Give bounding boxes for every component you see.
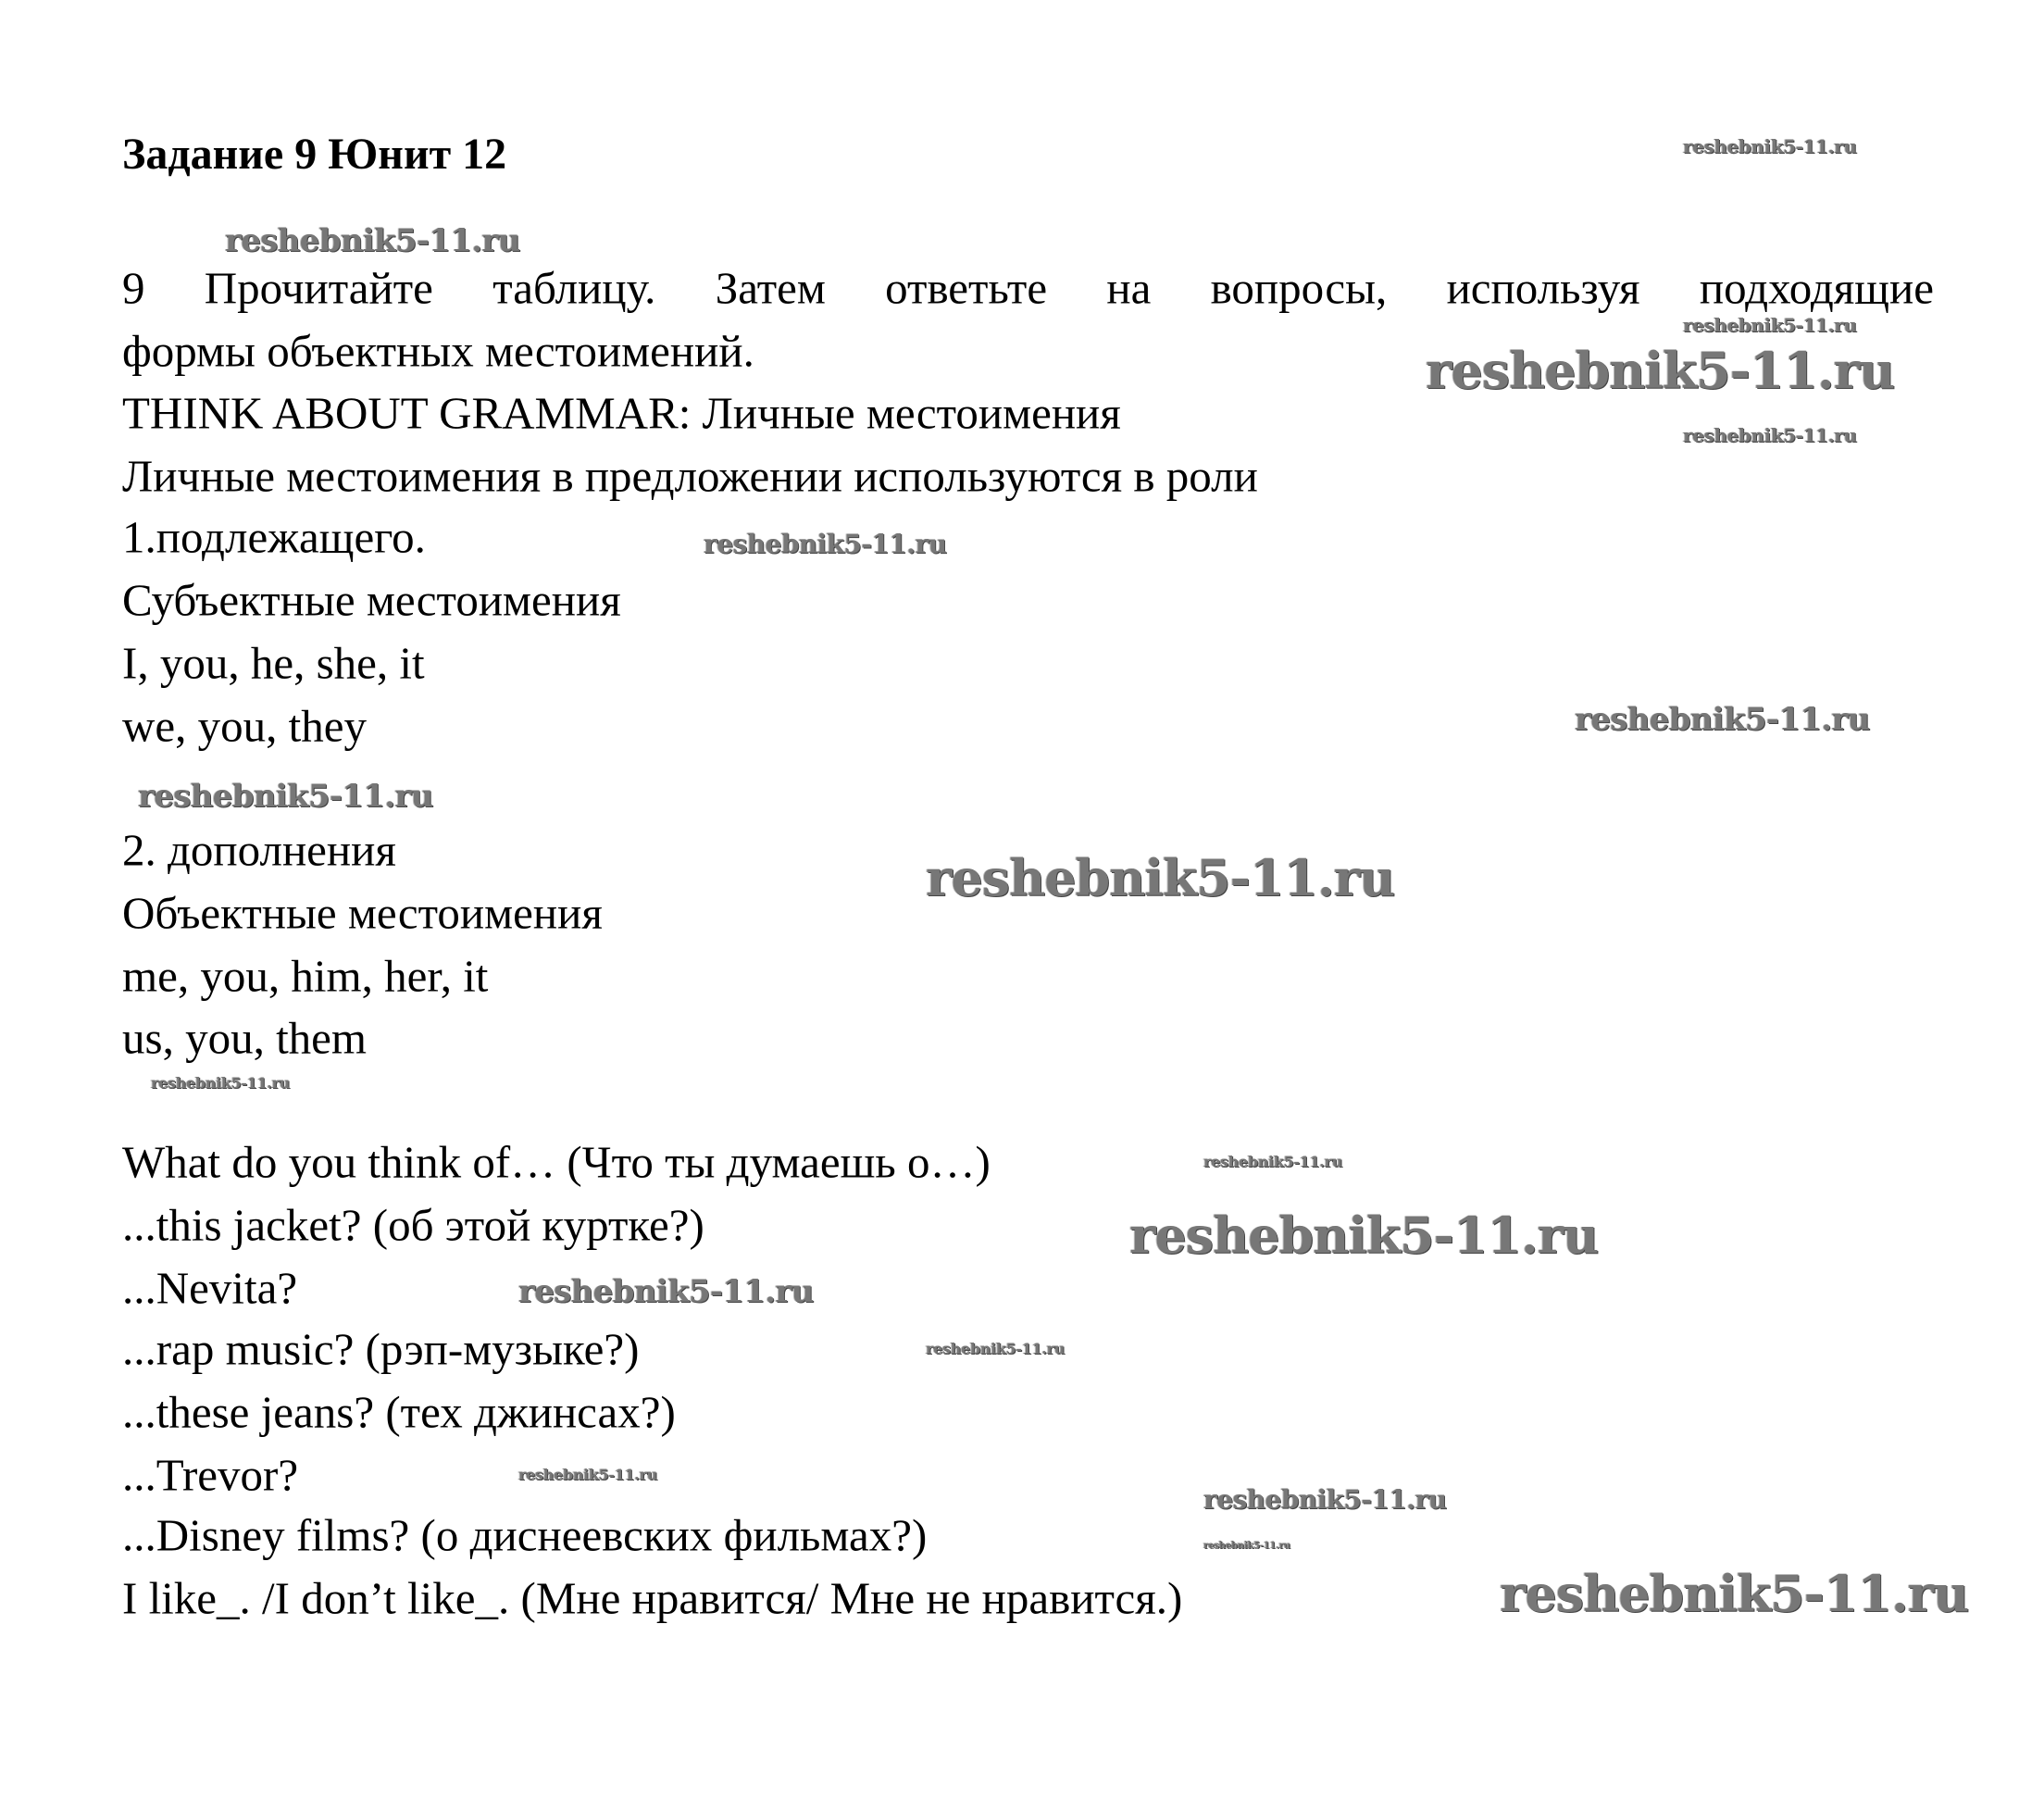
page-title: Задание 9 Юнит 12: [122, 130, 507, 179]
question-line: ...rap music? (рэп-музыке?): [122, 1323, 640, 1375]
watermark: reshebnik5-11.ru: [1683, 314, 1857, 336]
watermark: reshebnik5-11.ru: [1500, 1564, 1969, 1623]
text-line: 1.подлежащего.: [122, 511, 426, 563]
text-line: Субъектные местоимения: [122, 574, 621, 626]
watermark: reshebnik5-11.ru: [1203, 1153, 1342, 1170]
watermark: reshebnik5-11.ru: [518, 1273, 814, 1310]
watermark: reshebnik5-11.ru: [1683, 424, 1857, 446]
watermark: reshebnik5-11.ru: [151, 1074, 290, 1092]
text-line: Объектные местоимения: [122, 887, 603, 939]
question-line: ...these jeans? (тех джинсах?): [122, 1386, 676, 1438]
watermark: reshebnik5-11.ru: [926, 848, 1395, 907]
task-instruction-line2: формы объектных местоимений.: [122, 325, 754, 377]
question-line: ...Disney films? (о диснеевских фильмах?): [122, 1509, 928, 1561]
watermark: reshebnik5-11.ru: [1426, 341, 1895, 400]
answer-pattern-line: I like_. /I don’t like_. (Мне нравится/ Мне не нравится.): [122, 1572, 1183, 1624]
text-line: 2. дополнения: [122, 824, 396, 876]
question-line: ...Trevor?: [122, 1449, 299, 1501]
watermark: reshebnik5-11.ru: [1129, 1206, 1599, 1265]
watermark: reshebnik5-11.ru: [1683, 135, 1857, 157]
text-line: Личные местоимения в предложении используются в роли: [122, 450, 1258, 502]
watermark: reshebnik5-11.ru: [704, 529, 947, 559]
watermark: reshebnik5-11.ru: [1203, 1541, 1290, 1551]
task-instruction-line1: 9 Прочитайте таблицу. Затем ответьте на вопросы, используя подходящие: [122, 262, 1934, 314]
text-line: I, you, he, she, it: [122, 637, 425, 689]
question-line: What do you think of… (Что ты думаешь о…): [122, 1136, 991, 1188]
watermark: reshebnik5-11.ru: [225, 222, 520, 259]
watermark: reshebnik5-11.ru: [1203, 1484, 1447, 1515]
question-line: ...Nevita?: [122, 1262, 298, 1314]
text-line: we, you, they: [122, 700, 367, 752]
watermark: reshebnik5-11.ru: [518, 1466, 657, 1483]
grammar-heading: THINK ABOUT GRAMMAR: Личные местоимения: [122, 387, 1121, 439]
text-line: us, you, them: [122, 1012, 368, 1064]
text-line: me, you, him, her, it: [122, 950, 489, 1002]
watermark: reshebnik5-11.ru: [926, 1340, 1065, 1357]
watermark: reshebnik5-11.ru: [1575, 701, 1870, 738]
watermark: reshebnik5-11.ru: [138, 778, 433, 815]
question-line: ...this jacket? (об этой куртке?): [122, 1199, 704, 1251]
